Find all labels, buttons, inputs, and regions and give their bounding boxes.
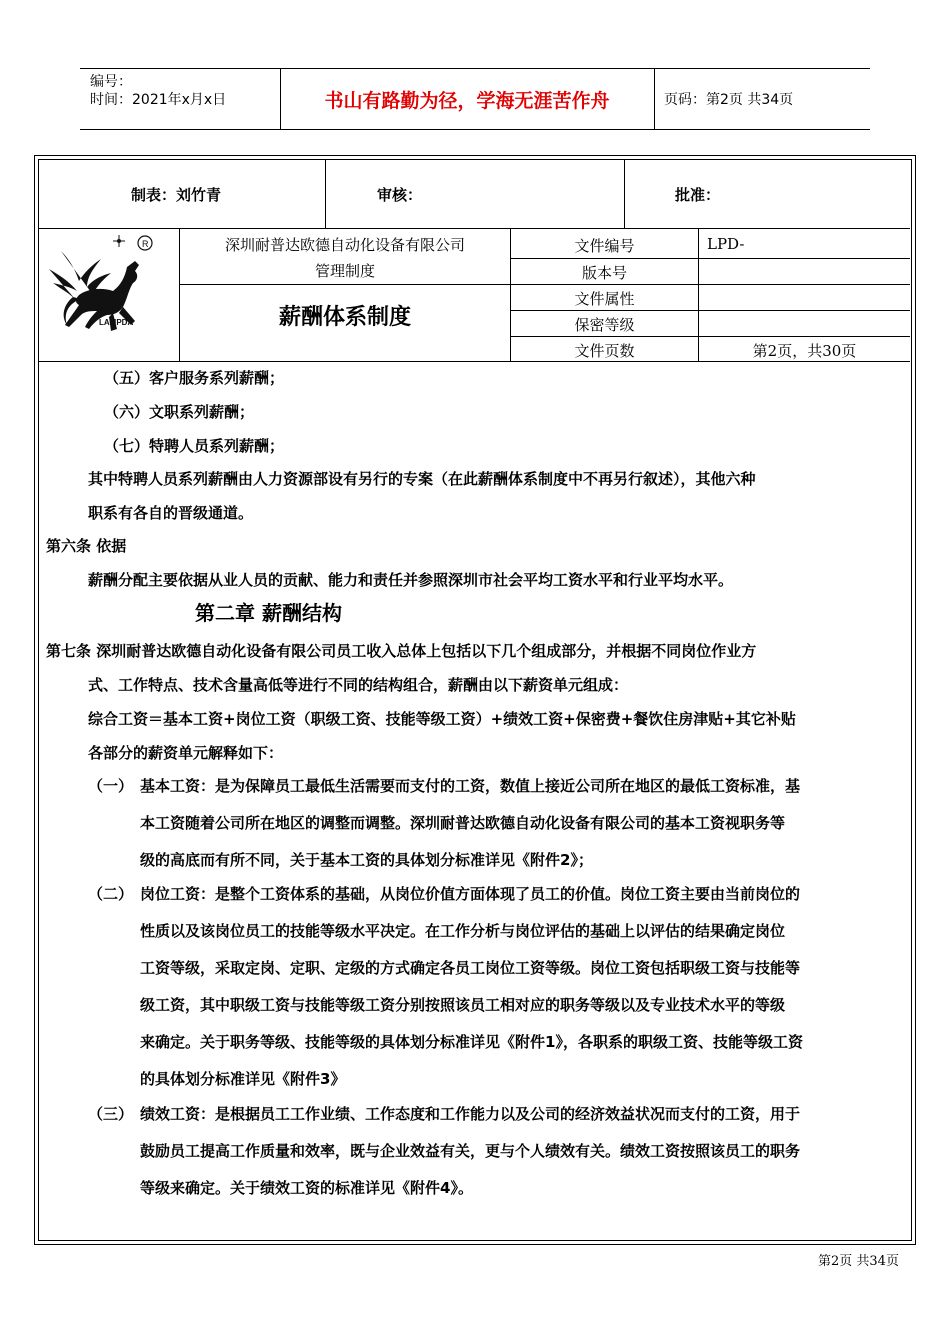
time-label: 时间：2021年x月x日 — [90, 92, 227, 108]
item-line: 鼓励员工提高工作质量和效率，既与企业效益有关，更与个人绩效有关。绩效工资按照该员工的职务 — [140, 1142, 801, 1160]
list-item: （五）客户服务系列薪酬； — [104, 369, 285, 387]
approved-by: 批准： — [675, 185, 721, 204]
item-line: 本工资随着公司所在地区的调整而调整。深圳耐普达欧德自动化设备有限公司的基本工资视职务等 — [140, 814, 786, 832]
item-line: 来确定。关于职务等级、技能等级的具体划分标准详见《附件1》，各职系的职级工资、技能等级工资 — [140, 1033, 803, 1051]
meta-label-secrecy: 保密等级 — [574, 316, 635, 334]
paragraph-line: 第七条 深圳耐普达欧德自动化设备有限公司员工收入总体上包括以下几个组成部分，并根据不同岗位作业方 — [46, 642, 757, 660]
pegasus-logo-icon — [39, 229, 179, 361]
signature-row — [39, 160, 909, 228]
company-line2: 管理制度 — [314, 262, 375, 280]
item-line: 性质以及该岗位员工的技能等级水平决定。在工作分析与岗位评估的基础上以评估的结果确定岗位 — [140, 922, 786, 940]
company-line1: 深圳耐普达欧德自动化设备有限公司 — [224, 236, 465, 254]
divider — [510, 310, 910, 311]
page-header — [80, 68, 870, 130]
item-line: 工资等级，采取定岗、定职、定级的方式确定各员工岗位工资等级。岗位工资包括职级工资与技能等 — [140, 959, 801, 977]
item-line: 等级来确定。关于绩效工资的标准详见《附件4》。 — [140, 1179, 473, 1197]
paragraph-line: 式、工作特点、技术含量高低等进行不同的结构组合，薪酬由以下薪资单元组成： — [88, 676, 629, 694]
paragraph-line: 薪酬分配主要依据从业人员的贡献、能力和责任并参照深圳市社会平均工资水平和行业平均水平。 — [88, 571, 734, 589]
list-item: （六）文职系列薪酬； — [104, 403, 255, 421]
svg-text:R: R — [142, 239, 149, 249]
meta-label-doc-number: 文件编号 — [574, 237, 635, 255]
reviewed-by: 审核： — [377, 185, 423, 204]
item-line: 级的高底而有所不同，关于基本工资的具体划分标准详见《附件2》； — [140, 851, 593, 869]
motto: 书山有路勤为径，学海无涯苦作舟 — [324, 89, 610, 112]
logo-text: LAMPDA — [99, 318, 134, 327]
item-line: 级工资，其中职级工资与技能等级工资分别按照该员工相对应的职务等级以及专业技术水平的等级 — [140, 996, 786, 1014]
meta-label-version: 版本号 — [581, 264, 627, 282]
header-info — [80, 69, 280, 129]
divider — [325, 160, 326, 228]
number-label: 编号： — [90, 74, 132, 90]
divider — [510, 284, 910, 285]
meta-value-doc-number: LPD- — [707, 235, 745, 253]
meta-label-pages: 文件页数 — [574, 342, 635, 360]
divider — [510, 258, 910, 259]
item-number: （一） — [88, 777, 134, 795]
formula-line: 综合工资＝基本工资+岗位工资（职级工资、技能等级工资）+绩效工资+保密费+餐饮住房津贴+其它补贴 — [88, 710, 796, 728]
article-heading: 第六条 依据 — [46, 537, 127, 555]
paragraph-line: 其中特聘人员系列薪酬由人力资源部设有另行的专案（在此薪酬体系制度中不再另行叙述），其他六种 — [88, 470, 756, 488]
company-logo — [39, 229, 179, 361]
page-footer: 第2页 共34页 — [818, 1254, 899, 1269]
prepared-by: 制表：刘竹青 — [131, 185, 222, 204]
divider — [39, 361, 910, 362]
item-number: （三） — [88, 1105, 134, 1123]
divider — [510, 336, 910, 337]
list-item: （七）特聘人员系列薪酬； — [104, 437, 285, 455]
item-line: 基本工资：是为保障员工最低生活需要而支付的工资，数值上接近公司所在地区的最低工资标准，基 — [140, 777, 801, 795]
divider — [624, 160, 625, 228]
divider — [654, 69, 655, 129]
item-line: 绩效工资：是根据员工工作业绩、工作态度和工作能力以及公司的经济效益状况而支付的工资，用于 — [140, 1105, 801, 1123]
meta-label-attribute: 文件属性 — [574, 290, 635, 308]
item-line: 的具体划分标准详见《附件3》 — [140, 1070, 346, 1088]
document-title: 薪酬体系制度 — [278, 305, 411, 330]
paragraph-line: 职系有各自的晋级通道。 — [88, 504, 254, 522]
company-name — [180, 232, 510, 284]
divider — [179, 284, 510, 285]
meta-value-pages: 第2页，共30页 — [752, 342, 857, 360]
chapter-heading: 第二章 薪酬结构 — [195, 601, 342, 625]
page-info: 页码：第2页 共34页 — [664, 92, 794, 108]
item-number: （二） — [88, 885, 134, 903]
paragraph-line: 各部分的薪资单元解释如下： — [88, 744, 284, 762]
item-line: 岗位工资：是整个工资体系的基础，从岗位价值方面体现了员工的价值。岗位工资主要由当前岗位的 — [140, 885, 801, 903]
